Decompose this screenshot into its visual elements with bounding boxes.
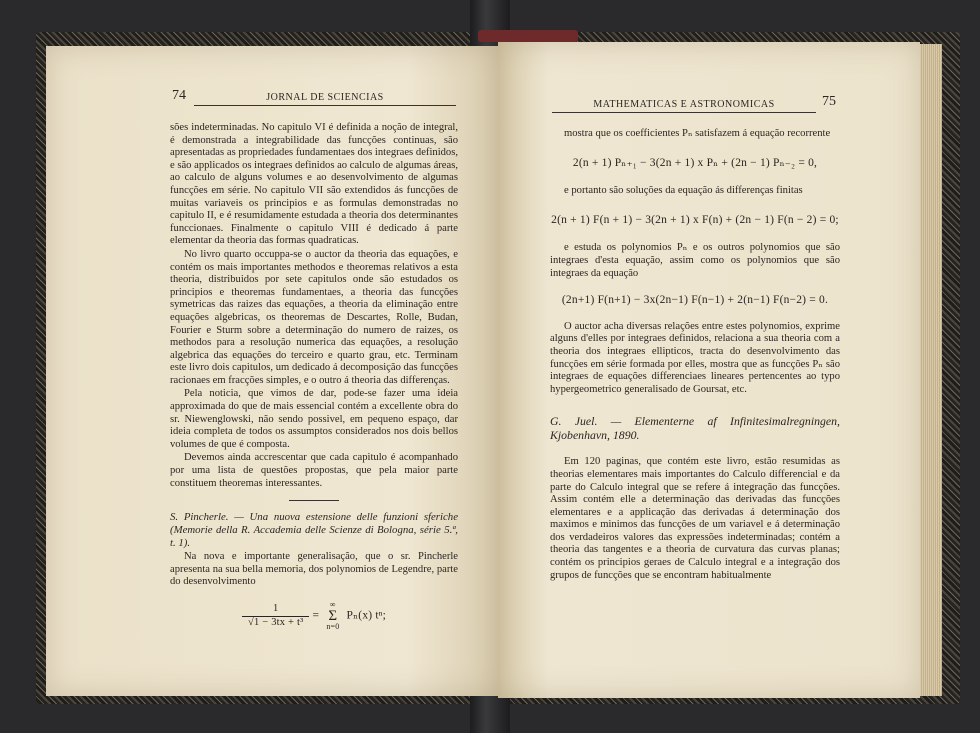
left-page	[46, 46, 498, 696]
citation: S. Pincherle. — Una nuova estensione delle funzioni sferiche (Memorie della R. Accademia delle Scienze di Bologna, série 5.ª, t. 1).	[170, 511, 458, 550]
section-heading: G. Juel. — Elementerne af Infinitesimalregningen, Kjobenhavn, 1890.	[550, 414, 840, 443]
page-number: 75	[822, 94, 836, 109]
section-divider	[289, 500, 339, 501]
paragraph: Pela noticia, que vimos de dar, pode-se fazer uma ideia approximada do que de mais essencial contém a excellente obra do sr. Niewenglowski, não sendo possivel, em pequeno espaço, dar ideia completa de todos os assumptos considerados nos dois bellos volumes de que é composta.	[170, 388, 458, 450]
spine-ribbon	[478, 30, 578, 42]
paragraph: Devemos ainda accrescentar que cada capitulo é acompanhado por uma lista de questões propostas, que pela maior parte constituem theoremas interessantes.	[170, 452, 458, 489]
right-page-text	[550, 128, 840, 583]
running-head: JORNAL DE SCIENCIAS	[194, 92, 456, 106]
summation: ∞ Σ n=0	[326, 600, 340, 631]
paragraph: No livro quarto occuppa-se o auctor da theoria das equações, e contém os mais importantes methodos e theoremas relativos a esta theoria, distribuidos por sete capitulos onde são estudados os principios e theoremas fundamentaes, a theoria das funcções symetricas das raizes das equações, a theoria da eliminação entre equações algebricas, os theoremas de Descartes, Rolle, Budan, Fourier e Sturm sobre a determinação do numero de raizes, os methodos para a resolução numerica das equações, a resolução algebrica das equações do terceiro e quarto grau, etc. Terminam este livro dois capitulos, um dedicado á decomposição das funcções racionaes em fracções simples, e o outro á theoria das differenças.	[170, 248, 458, 386]
recurrence-equation: 2(n + 1) Pₙ₊₁ − 3(2n + 1) x Pₙ + (2n − 1) Pₙ₋₂ = 0,	[572, 156, 818, 169]
paragraph: sões indeterminadas. No capitulo VI é definida a noção de integral, é demonstrada a integrabilidade das funcções continuas, são apresentadas as propriedades fundamentaes dos integraes definidos, e são applicados os integraes definidos ao calculo de algumas áreas, ao calculo de alguns volumes e ao desenvolvimento de algumas funcções em série. No capitulo VII são extendidos ás funcções de muitas variaveis os principios e as formulas demonstradas no capitulo II, e é resumidamente estudada a theoria dos determinantes funccionaes. Finalmente o capitulo VIII é dedicado á parte elementar da theoria das formas quadraticas.	[170, 122, 458, 247]
paragraph: O auctor acha diversas relações entre estes polynomios, exprime alguns d'elles por integraes definidos, relaciona a sua theoria com a theoria dos integraes ellipticos, tracta do desenvolvimento das funcções em série formada por elles, mostra que as funcções Pₙ são integraes de equações differenciaes lineares pertencentes ao typo hypergeometrico generalisado de Goursat, etc.	[550, 320, 840, 395]
page-number: 74	[172, 88, 186, 103]
generating-function-formula: $\frac{1}{\text{√1 − 3tx + t³}}$ = ∞ Σ n=0 Pₙ(x) tⁿ;	[170, 601, 458, 631]
fraction: $\frac{1}{\text{√1 − 3tx + t³}}$	[242, 603, 309, 629]
difference-equation-2: (2n+1) F(n+1) − 3x(2n−1) F(n−1) + 2(n−1) F(n−2) = 0.	[561, 294, 829, 307]
left-page-text	[170, 122, 458, 643]
page-edges	[918, 44, 942, 696]
difference-equation: 2(n + 1) F(n + 1) − 3(2n + 1) x F(n) + (2n − 1) F(n − 2) = 0;	[551, 213, 839, 226]
right-page	[498, 42, 920, 698]
paragraph: mostra que os coefficientes Pₙ satisfazem á equação recorrente	[564, 128, 831, 139]
paragraph: Em 120 paginas, que contém este livro, estão resumidas as theorias elementares mais importantes do Calculo differencial e da parte do Calculo integral que se refere á integração das funcções. Assim contém elle a determinação das derivadas das funcções elementares e a applicação das derivadas á determinação dos maximos e minimos das funcções de um variavel e á determinação dos verdadeiros valores das expressões indeterminadas; contém a theoria das tangentes e a theoria de curvatura das curvas planas; contém os principios geraes de Calculo integral e a integração dos grupos de funcções que se encontram habitualmente	[550, 456, 840, 581]
paragraph: Na nova e importante generalisação, que o sr. Pincherle apresenta na sua bella memoria, dos polynomios de Legendre, parte do desenvolvimento	[170, 551, 458, 588]
paragraph: e portanto são soluções da equação ás differenças finitas	[564, 185, 803, 197]
running-head: MATHEMATICAS E ASTRONOMICAS	[552, 99, 816, 113]
paragraph: e estuda os polynomios Pₙ e os outros polynomios que são integraes d'esta equação, assim como os polynomios que são integraes da equação	[550, 242, 840, 279]
